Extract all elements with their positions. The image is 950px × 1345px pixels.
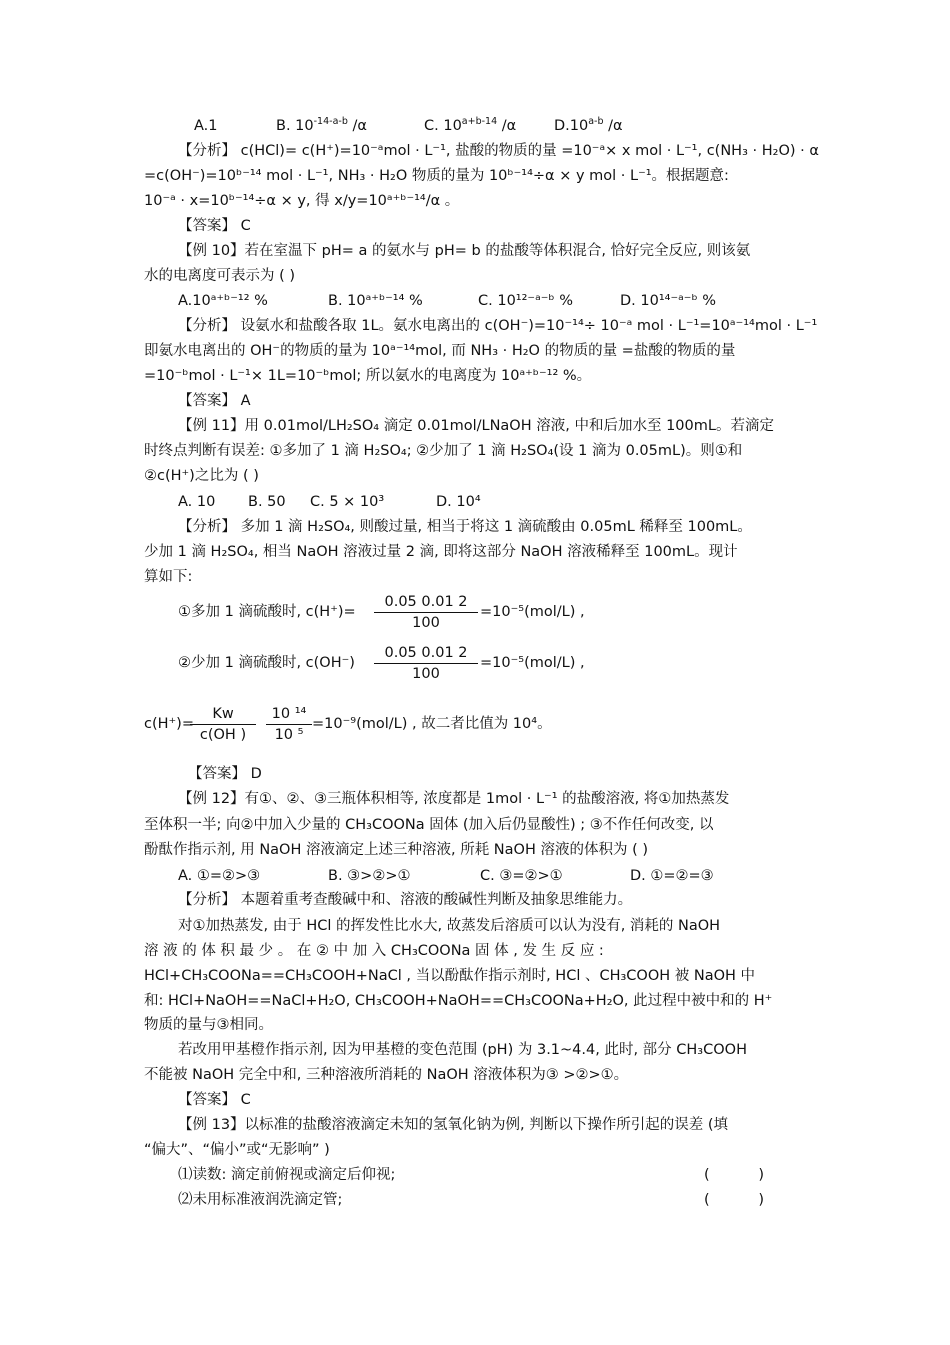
ex9-option-d: D.10$^{a-b}$ /α [554, 116, 623, 134]
ex11-formula-2-prefix: ②少加 1 滴硫酸时, c(OH⁻) [178, 655, 355, 671]
ex11-formula-3-fraction-b [266, 704, 312, 745]
ex11-formula-3-prefix: c(H⁺)= [144, 716, 194, 732]
ex10-option-d: D. 10¹⁴⁻ᵃ⁻ᵇ % [620, 293, 717, 309]
ex12-question-line-3: 酚酞作指示剂, 用 NaOH 溶液滴定上述三种溶液, 所耗 NaOH 溶液的体积为 ( ) [144, 842, 649, 858]
ex11-formula-1-fraction [374, 592, 478, 633]
ex11-answer: 【答案】 D [188, 766, 262, 782]
ex11-formula-3-numerator-a: Kw [190, 704, 256, 725]
ex9-analysis-line-3: 10⁻ᵃ · x=10ᵇ⁻¹⁴÷α × y, 得 x/y=10ᵃ⁺ᵇ⁻¹⁴/α 。 [144, 193, 460, 209]
ex10-analysis-line-2: 即氨水电离出的 OH⁻的物质的量为 10ᵃ⁻¹⁴mol, 而 NH₃ · H₂O 的物质的量 =盐酸的物质的量 [144, 343, 736, 359]
ex11-analysis-line-1: 【分析】 多加 1 滴 H₂SO₄, 则酸过量, 相当于将这 1 滴硫酸由 0.05mL 稀释至 100mL。 [178, 519, 752, 535]
ex12-analysis-line-4: HCl+CH₃COONa==CH₃COOH+NaCl , 当以酚酞作指示剂时, HCl 、CH₃COOH 被 NaOH 中 [144, 968, 756, 984]
ex11-formula-2-denominator: 100 [412, 666, 440, 682]
ex11-formula-1-numerator: 0.05 0.01 2 [374, 592, 478, 613]
ex11-formula-3-numerator-b: 10 ¹⁴ [266, 704, 312, 725]
ex11-formula-3-fraction-a [190, 704, 256, 745]
ex11-question-line-3: ②c(H⁺)之比为 ( ) [144, 468, 259, 484]
ex12-option-c: C. ③=②>① [480, 868, 563, 884]
ex10-question-line-1: 【例 10】若在室温下 pH= a 的氨水与 pH= b 的盐酸等体积混合, 恰好完全反应, 则该氨 [178, 243, 751, 259]
ex13-item-1: ⑴读数: 滴定前俯视或滴定后仰视; [178, 1167, 396, 1183]
ex9-answer: 【答案】 C [178, 218, 251, 234]
ex12-analysis-line-5: 和: HCl+NaOH==NaCl+H₂O, CH₃COOH+NaOH==CH₃COONa+H₂O, 此过程中被中和的 H⁺ [144, 993, 773, 1009]
ex12-option-b: B. ③>②>① [328, 868, 411, 884]
ex11-analysis-line-3: 算如下: [144, 569, 193, 585]
ex11-formula-3-result: =10⁻⁹(mol/L) , 故二者比值为 10⁴。 [312, 716, 552, 732]
ex11-formula-1-prefix: ①多加 1 滴硫酸时, c(H⁺)= [178, 604, 356, 620]
ex13-question-line-1: 【例 13】以标准的盐酸溶液滴定未知的氢氧化钠为例, 判断以下操作所引起的误差 (填 [178, 1117, 729, 1133]
ex13-item-2: ⑵未用标准液润洗滴定管; [178, 1192, 343, 1208]
ex11-formula-3-denominator-a: c(OH ) [199, 727, 247, 743]
ex12-option-a: A. ①=②>③ [178, 868, 261, 884]
ex11-formula-3-denominator-b: 10 ⁵ [274, 727, 304, 743]
ex10-option-b: B. 10ᵃ⁺ᵇ⁻¹⁴ % [328, 293, 423, 309]
ex11-formula-2-fraction [374, 643, 478, 684]
ex11-formula-1-result: =10⁻⁵(mol/L) , [480, 604, 585, 620]
ex12-option-d: D. ①=②=③ [630, 868, 714, 884]
ex9-analysis-line-1: 【分析】 c(HCl)= c(H⁺)=10⁻ᵃmol · L⁻¹, 盐酸的物质的量 =10⁻ᵃ× x mol · L⁻¹, c(NH₃ · H₂O) · α [178, 143, 819, 159]
ex11-option-a: A. 10 [178, 494, 216, 510]
ex11-option-b: B. 50 [248, 494, 286, 510]
ex11-analysis-line-2: 少加 1 滴 H₂SO₄, 相当 NaOH 溶液过量 2 滴, 即将这部分 NaOH 溶液稀释至 100mL。现计 [144, 544, 738, 560]
ex12-analysis-line-8: 不能被 NaOH 完全中和, 三种溶液所消耗的 NaOH 溶液体积为③ >②>①。 [144, 1067, 629, 1083]
ex9-option-b: B. $10^{-14-a-b}$ /α [276, 116, 367, 134]
ex13-item-1-blank: ( ) [704, 1167, 764, 1183]
ex10-answer: 【答案】 A [178, 393, 251, 409]
ex10-option-c: C. 10¹²⁻ᵃ⁻ᵇ % [478, 293, 574, 309]
ex11-formula-2-result: =10⁻⁵(mol/L) , [480, 655, 585, 671]
ex12-analysis-line-6: 物质的量与③相同。 [144, 1017, 273, 1033]
ex9-analysis-line-2: =c(OH⁻)=10ᵇ⁻¹⁴ mol · L⁻¹, NH₃ · H₂O 物质的量为 10ᵇ⁻¹⁴÷α × y mol · L⁻¹。根据题意: [144, 168, 729, 184]
ex10-analysis-line-1: 【分析】 设氨水和盐酸各取 1L。氨水电离出的 c(OH⁻)=10⁻¹⁴÷ 10⁻ᵃ mol · L⁻¹=10ᵃ⁻¹⁴mol · L⁻¹ [178, 318, 818, 334]
ex13-item-2-blank: ( ) [704, 1192, 764, 1208]
ex11-formula-1-denominator: 100 [412, 615, 440, 631]
ex10-analysis-line-3: =10⁻ᵇmol · L⁻¹× 1L=10⁻ᵇmol; 所以氨水的电离度为 10ᵃ⁺ᵇ⁻¹² %。 [144, 368, 592, 384]
ex9-option-c: C. $10^{a+b-14}$ /α [424, 116, 517, 134]
ex11-option-d: D. 10⁴ [436, 494, 481, 510]
ex9-option-a: A.1 [194, 118, 218, 134]
ex10-option-a: A.10ᵃ⁺ᵇ⁻¹² % [178, 293, 268, 309]
ex11-question-line-1: 【例 11】用 0.01mol/LH₂SO₄ 滴定 0.01mol/LNaOH 溶液, 中和后加水至 100mL。若滴定 [178, 418, 774, 434]
ex11-formula-2-numerator: 0.05 0.01 2 [374, 643, 478, 664]
ex12-analysis-line-1: 【分析】 本题着重考查酸碱中和、溶液的酸碱性判断及抽象思维能力。 [178, 892, 633, 908]
ex13-question-line-2: “偏大”、“偏小”或“无影响” ) [144, 1142, 330, 1158]
ex12-question-line-1: 【例 12】有①、②、③三瓶体积相等, 浓度都是 1mol · L⁻¹ 的盐酸溶液, 将①加热蒸发 [178, 791, 730, 807]
ex12-answer: 【答案】 C [178, 1092, 251, 1108]
ex12-analysis-line-2: 对①加热蒸发, 由于 HCl 的挥发性比水大, 故蒸发后溶质可以认为没有, 消耗的 NaOH [178, 918, 721, 934]
ex12-analysis-line-7: 若改用甲基橙作指示剂, 因为甲基橙的变色范围 (pH) 为 3.1~4.4, 此时, 部分 CH₃COOH [178, 1042, 747, 1058]
ex12-analysis-line-3: 溶 液 的 体 积 最 少 。 在 ② 中 加 入 CH₃COONa 固 体 , 发 生 反 应 : [144, 943, 604, 959]
ex12-question-line-2: 至体积一半; 向②中加入少量的 CH₃COONa 固体 (加入后仍显酸性) ; ③不作任何改变, 以 [144, 817, 714, 833]
ex10-question-line-2: 水的电离度可表示为 ( ) [144, 268, 296, 284]
ex11-option-c: C. 5 × 10³ [310, 494, 385, 510]
ex11-question-line-2: 时终点判断有误差: ①多加了 1 滴 H₂SO₄; ②少加了 1 滴 H₂SO₄(设 1 滴为 0.05mL)。则①和 [144, 443, 743, 459]
